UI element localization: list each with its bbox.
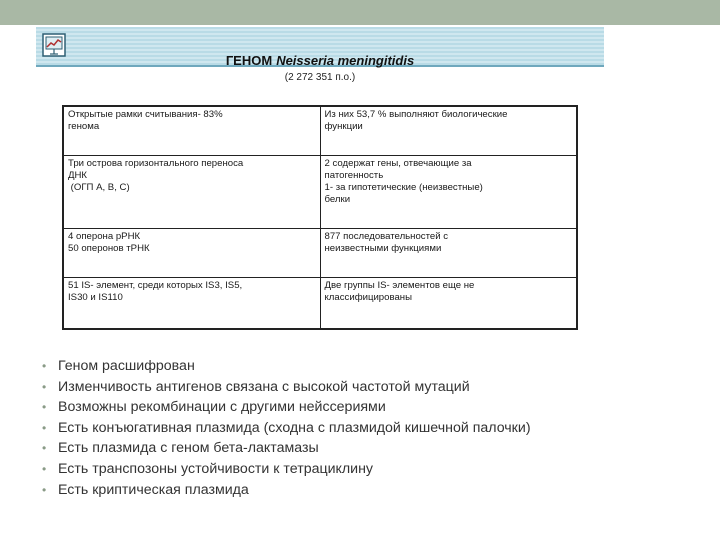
cell-line: Из них 53,7 % выполняют биологические xyxy=(324,109,508,120)
bullet-list xyxy=(42,356,531,500)
list-item xyxy=(42,480,531,501)
cell-line: Три острова горизонтального переноса xyxy=(68,158,244,169)
list-item-text: Возможны рекомбинации с другими нейссериями xyxy=(58,399,386,416)
cell-line: ДНК xyxy=(68,170,88,181)
genome-slide-image xyxy=(36,27,604,343)
table-cell xyxy=(63,106,320,156)
table-row xyxy=(63,278,577,330)
cell-line: функции xyxy=(324,121,363,132)
table-cell xyxy=(320,229,577,278)
list-item xyxy=(42,356,531,377)
list-item xyxy=(42,377,531,398)
bullet-icon: • xyxy=(42,420,47,435)
table-cell xyxy=(320,278,577,330)
bullet-icon: • xyxy=(42,379,47,394)
table-cell xyxy=(320,156,577,229)
cell-line: (ОГП А, В, С) xyxy=(68,182,130,193)
list-item xyxy=(42,438,531,459)
cell-line: 51 IS- элемент, среди которых IS3, IS5, xyxy=(68,280,243,291)
list-item-text: Изменчивость антигенов связана с высокой частотой мутаций xyxy=(58,378,470,395)
cell-line: IS30 и IS110 xyxy=(68,292,123,303)
bullet-icon: • xyxy=(42,359,47,373)
table-cell xyxy=(320,106,577,156)
cell-line: генома xyxy=(68,121,100,132)
bullet-icon: • xyxy=(42,400,47,415)
list-item-text: Есть конъюгативная плазмида (сходна с плазмидой кишечной палочки) xyxy=(58,419,531,436)
list-item xyxy=(42,418,531,439)
bullet-icon: • xyxy=(42,482,47,497)
genome-title xyxy=(36,53,604,68)
bullet-icon: • xyxy=(42,441,47,456)
cell-line: 1- за гипотетические (неизвестные) xyxy=(324,182,483,193)
cell-line: классифицированы xyxy=(324,292,412,303)
top-bar xyxy=(0,0,720,25)
cell-line: Открытые рамки считывания- 83% xyxy=(68,109,223,120)
list-item-text: Есть криптическая плазмида xyxy=(58,481,249,498)
table-row xyxy=(63,106,577,156)
genome-title-prefix: ГЕНОМ xyxy=(225,53,273,68)
genome-size: (2 272 351 п.о.) xyxy=(284,72,356,83)
cell-line: неизвестными функциями xyxy=(324,243,442,254)
table-row xyxy=(63,156,577,229)
list-item xyxy=(42,397,531,418)
table-cell xyxy=(63,156,320,229)
list-item-text: Геном расшифрован xyxy=(58,358,195,374)
cell-line: Две группы IS- элементов еще не xyxy=(324,280,475,291)
list-item-text: Есть транспозоны устойчивости к тетрациклину xyxy=(58,460,374,477)
cell-line: патогенность xyxy=(324,170,384,181)
list-item-text: Есть плазмида с геном бета-лактамазы xyxy=(58,440,319,457)
cell-line: белки xyxy=(324,194,351,205)
cell-line: 4 оперона рРНК xyxy=(68,231,141,242)
genome-title-species: Neisseria meningitidis xyxy=(276,53,415,68)
cell-line: 50 оперонов тРНК xyxy=(68,243,150,254)
table-cell xyxy=(63,229,320,278)
table-row xyxy=(63,229,577,278)
cell-line: 877 последовательностей с xyxy=(324,231,449,242)
cell-line: 2 содержат гены, отвечающие за xyxy=(324,158,472,169)
list-item xyxy=(42,459,531,480)
bullet-icon: • xyxy=(42,461,47,476)
table-cell xyxy=(63,278,320,330)
genome-table xyxy=(62,105,578,330)
